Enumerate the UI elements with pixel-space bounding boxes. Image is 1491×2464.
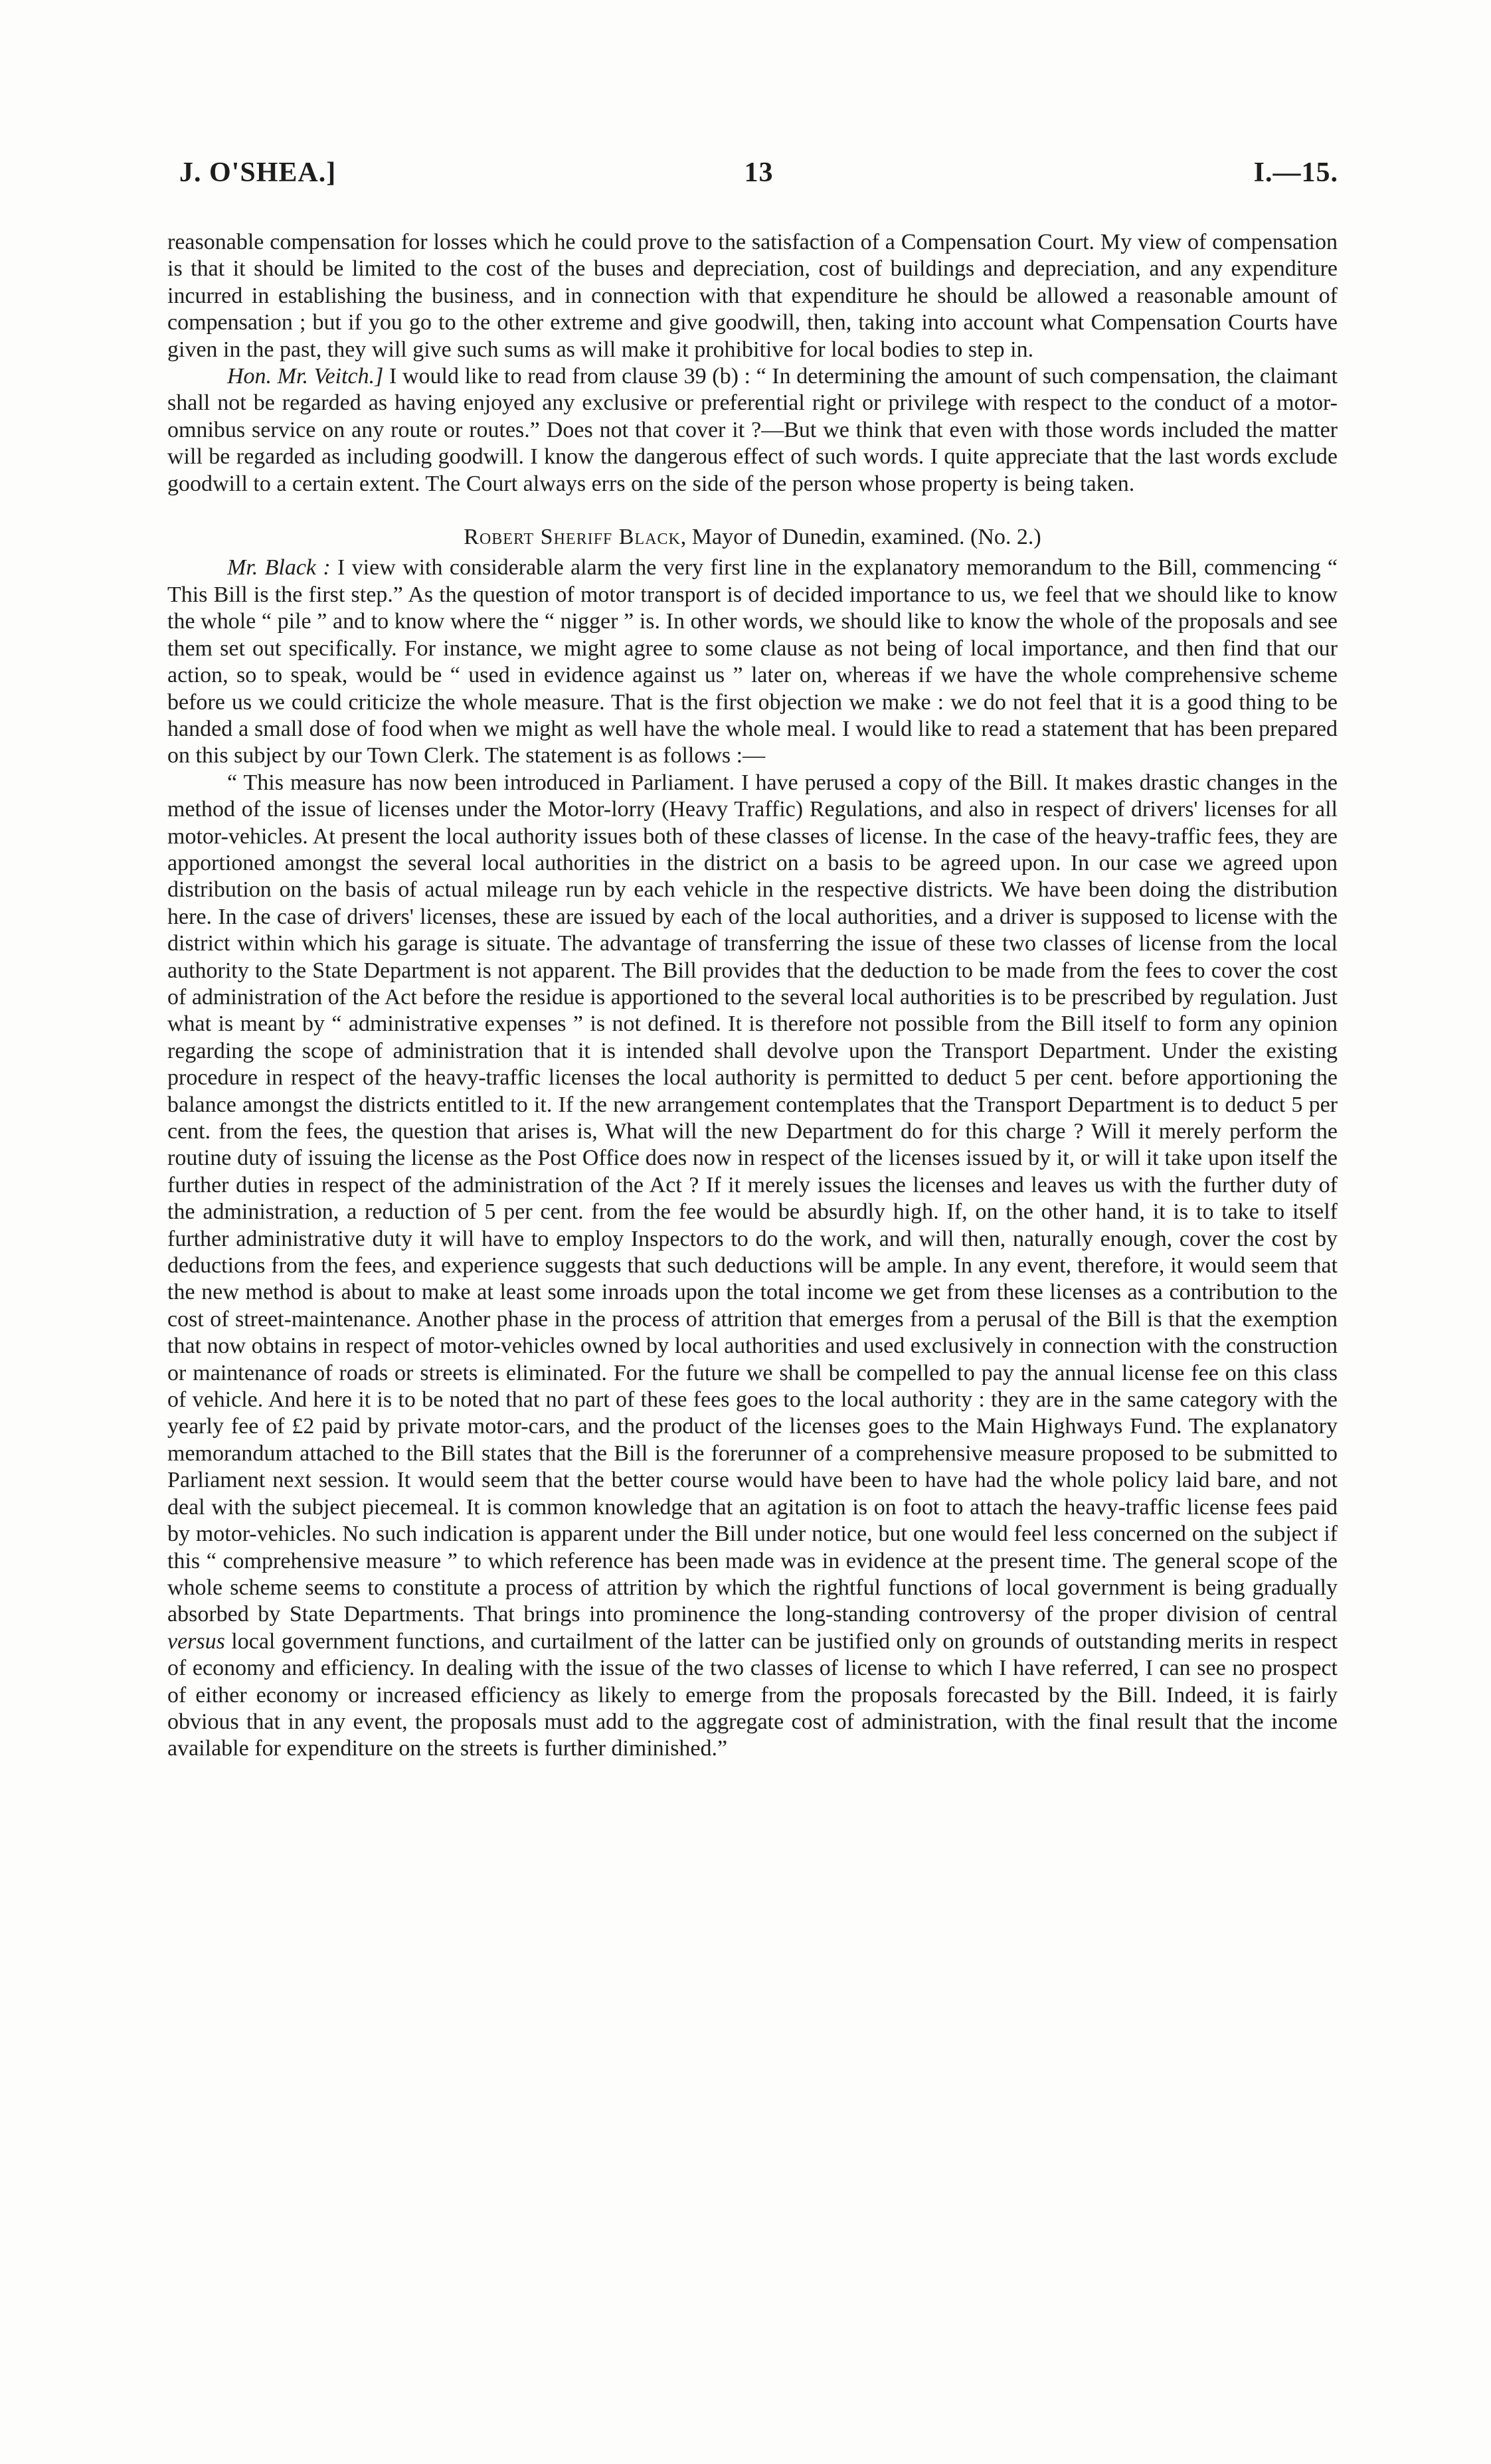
page-number: 13 (744, 157, 774, 188)
paragraph-text: I would like to read from clause 39 (b) : “ In determining the amount of such compensation, the claimant shall not be regarded as having enjoyed any exclusive or preferential right or privilege with respect to the conduct of a motor-omnibus service on any route or routes.” Does not that cover it ?—But we think that even with those words included the matter will be regarded as including goodwill. I know the dangerous effect of such words. I quite appreciate that the last words exclude goodwill to a certain extent. The Court always errs on the side of the person whose property is being taken. (167, 364, 1338, 496)
header-paper-reference: I.—15. (1253, 157, 1338, 188)
speaker-label: Mr. Black : (227, 555, 331, 580)
paragraph-town-clerk-statement (167, 770, 1338, 1763)
italic-word: versus (167, 1628, 225, 1654)
document-body (167, 229, 1338, 1763)
paragraph-text-end: local government functions, and curtailment of the latter can be justified only on grounds of outstanding merits in respect of economy and efficiency. In dealing with the issue of the two classes of license to which I have referred, I can see no prospect of either economy or increased efficiency as likely to emerge from the proposals forecasted by the Bill. Indeed, it is fairly obvious that in any event, the proposals must add to the aggregate cost of administration, with the final result that the income available for expenditure on the streets is further diminished.” (167, 1628, 1338, 1761)
paragraph-compensation: reasonable compensation for losses which he could prove to the satisfaction of a Compensation Court. My view of compensation is that it should be limited to the cost of the buses and depreciation, cost of buildings and depreciation, and any expenditure incurred in establishing the business, and in connection with that expenditure he should be allowed a reasonable amount of compensation ; but if you go to the other extreme and give goodwill, then, taking into account what Compensation Courts have given in the past, they will give such sums as will make it prohibitive for local bodies to step in. (167, 230, 1338, 362)
header-witness-name: J. O'SHEA.] (179, 157, 337, 188)
paragraph-text: “ This measure has now been introduced in Parliament. I have perused a copy of the Bill. It makes drastic changes in the method of the issue of licenses under the Motor-lorry (Heavy Traffic) Regulations, and also in respect of drivers' licenses for all motor-vehicles. At present the local authority issues both of these classes of license. In the case of the heavy-traffic fees, they are apportioned amongst the several local authorities in the district on a basis to be agreed upon. In our case we agreed upon distribution on the basis of actual mileage run by each vehicle in the respective districts. We have been doing the distribution here. In the case of drivers' licenses, these are issued by each of the local authorities, and a driver is supposed to license with the district within which his garage is situate. The advantage of transferring the issue of these two classes of license from the local authority to the State Department is not apparent. The Bill provides that the deduction to be made from the fees to cover the cost of administration of the Act before the residue is apportioned to the several local authorities is to be prescribed by regulation. Just what is meant by “ administrative expenses ” is not defined. It is therefore not possible from the Bill itself to form any opinion regarding the scope of administration that it is intended shall devolve upon the Transport Department. Under the existing procedure in respect of the heavy-traffic licenses the local authority is permitted to deduct 5 per cent. before apportioning the balance amongst the districts entitled to it. If the new arrangement contemplates that the Transport Department is to deduct 5 per cent. from the fees, the question that arises is, What will the new Department do for this charge ? Will it merely perform the routine duty of issuing the license as the Post Office does now in respect of the licenses issued by it, or will it take upon itself the further duties in respect of the administration of the Act ? If it merely issues the licenses and leaves us with the further duty of the administration, a reduction of 5 per cent. from the fee would be absurdly high. If, on the other hand, it is to take to itself further administrative duty it will have to employ Inspectors to do the work, and will then, naturally enough, cover the cost by deductions from the fees, and experience suggests that such deductions will be ample. In any event, therefore, it would seem that the new method is about to make at least some inroads upon the total income we get from these licenses as a contribution to the cost of street-maintenance. Another phase in the process of attrition that emerges from a perusal of the Bill is that the exemption that now obtains in respect of motor-vehicles owned by local authorities and used exclusively in connection with the construction or maintenance of roads or streets is eliminated. For the future we shall be compelled to pay the annual license fee on this class of vehicle. And here it is to be noted that no part of these fees goes to the local authority : they are in the same category with the yearly fee of £2 paid by private motor-cars, and the product of the licenses goes to the Main Highways Fund. The explanatory memorandum attached to the Bill states that the Bill is the forerunner of a comprehensive measure proposed to be submitted to Parliament next session. It would seem that the better course would have been to have had the whole policy laid bare, and not deal with the subject piecemeal. It is common knowledge that an agitation is on foot to attach the heavy-traffic license fees paid by motor-vehicles. No such indication is apparent under the Bill under notice, but one would feel less concerned on the subject if this “ comprehensive measure ” to which reference has been made was in evidence at the present time. The general scope of the whole scheme seems to constitute a process of attrition by which the rightful functions of local government is being gradually absorbed by State Departments. That brings into prominence the long-standing controversy of the proper division of central (167, 770, 1338, 1627)
paragraph-black-statement (167, 555, 1338, 769)
speaker-label: Hon. Mr. Veitch.] (227, 364, 384, 389)
page-header (179, 157, 1338, 197)
paragraph-veitch-question (167, 363, 1338, 497)
witness-title: , Mayor of Dunedin, examined. (No. 2.) (680, 525, 1041, 550)
witness-heading (167, 524, 1338, 551)
paragraph-text: I view with considerable alarm the very first line in the explanatory memorandum to the Bill, commencing “ This Bill is the first step.” As the question of motor transport is of decided importance to us, we feel that we should like to know the whole “ pile ” and to know where the “ nigger ” is. In other words, we should like to know the whole of the proposals and see them set out specifically. For instance, we might agree to some clause as not being of local importance, and then find that our action, so to speak, would be “ used in evidence against us ” later on, whereas if we have the whole comprehensive scheme before us we could criticize the whole measure. That is the first objection we make : we do not feel that it is a good thing to be handed a small dose of food when we might as well have the whole meal. I would like to read a statement that has been prepared on this subject by our Town Clerk. The statement is as follows :— (167, 555, 1338, 768)
witness-name: Robert Sheriff Black (464, 525, 681, 550)
